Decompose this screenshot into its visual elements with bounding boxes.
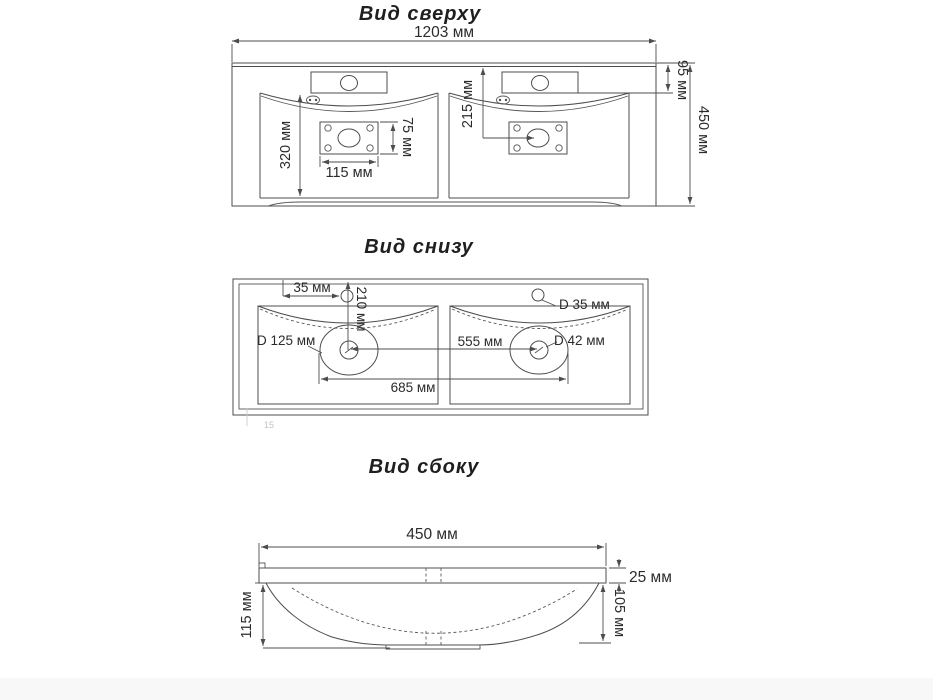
side-view — [239, 456, 672, 649]
top-view — [232, 3, 711, 206]
side-view-dim-total-height — [239, 583, 390, 648]
overflow-hole-symbol — [497, 96, 510, 104]
faucet-deck-left — [311, 72, 387, 93]
side-view-bowl-profile — [266, 583, 599, 649]
top-view-dim-plate-width — [320, 156, 378, 181]
bottom-view-dim-flange-diameter — [257, 333, 322, 353]
bottom-view-right-basin — [450, 306, 630, 404]
top-view-countertop-outline — [232, 63, 656, 206]
faucet-hole-left — [341, 290, 353, 302]
dim-label-overall-depth: 450 мм — [695, 105, 711, 155]
top-view-dim-overall-width — [232, 24, 656, 62]
dim-label-drain-spacing: 555 мм — [457, 334, 503, 349]
dim-label-total-height: 115 мм — [239, 591, 255, 639]
dim-label-drain-hole-diameter: D 42 мм — [554, 333, 605, 348]
bottom-view — [233, 236, 648, 430]
dim-label-rim-thickness: 25 мм — [629, 569, 672, 586]
overflow-hole-symbol — [307, 96, 320, 104]
bottom-view-title: Вид снизу — [364, 236, 474, 258]
bottom-view-dim-drain-spacing — [351, 334, 537, 349]
bottom-view-dim-drain-hole-diameter — [546, 333, 605, 348]
dim-label-flange-diameter: D 125 мм — [257, 333, 316, 348]
side-view-title: Вид сбоку — [368, 456, 480, 478]
dim-label-side-depth: 450 мм — [406, 526, 458, 543]
top-view-dim-basin-depth — [278, 95, 300, 196]
bottom-view-dim-faucet-offset — [283, 280, 339, 296]
top-view-right-basin — [449, 72, 629, 198]
dim-label-faucet-offset: 35 мм — [293, 280, 331, 295]
dim-label-flange-span: 685 мм — [390, 380, 436, 395]
dim-label-back-ledge: 95 мм — [674, 59, 690, 101]
dim-label-bowl-depth: 105 мм — [611, 588, 627, 638]
dim-label-faucet-diameter: D 35 мм — [559, 297, 610, 312]
dim-label-overall-width: 1203 мм — [413, 24, 475, 41]
side-view-dim-rim-thickness — [609, 559, 672, 592]
top-view-title: Вид сверху — [358, 3, 482, 25]
side-view-dim-bowl-depth — [579, 585, 627, 643]
faucet-hole-right — [532, 289, 544, 301]
side-view-dim-depth — [259, 526, 606, 566]
faint-clipped-dimension — [247, 408, 274, 430]
faucet-deck-right — [502, 72, 578, 93]
drain-plate-left — [320, 122, 378, 154]
dim-label-drain-from-back-bottom: 210 мм — [354, 286, 369, 332]
faint-mark-label: 15 — [264, 420, 275, 430]
dim-label-drain-from-back: 215 мм — [460, 79, 476, 129]
dim-label-plate-height: 75 мм — [399, 116, 415, 158]
drain-left — [320, 325, 378, 375]
scan-noise-band — [0, 678, 933, 700]
top-view-dim-back-ledge — [578, 60, 690, 100]
bottom-view-dim-faucet-diameter — [542, 297, 610, 312]
dim-label-plate-width: 115 мм — [325, 165, 373, 181]
side-view-rim-slab — [259, 563, 606, 583]
top-view-dim-plate-height — [380, 117, 415, 157]
dim-label-basin-depth: 320 мм — [278, 120, 294, 170]
